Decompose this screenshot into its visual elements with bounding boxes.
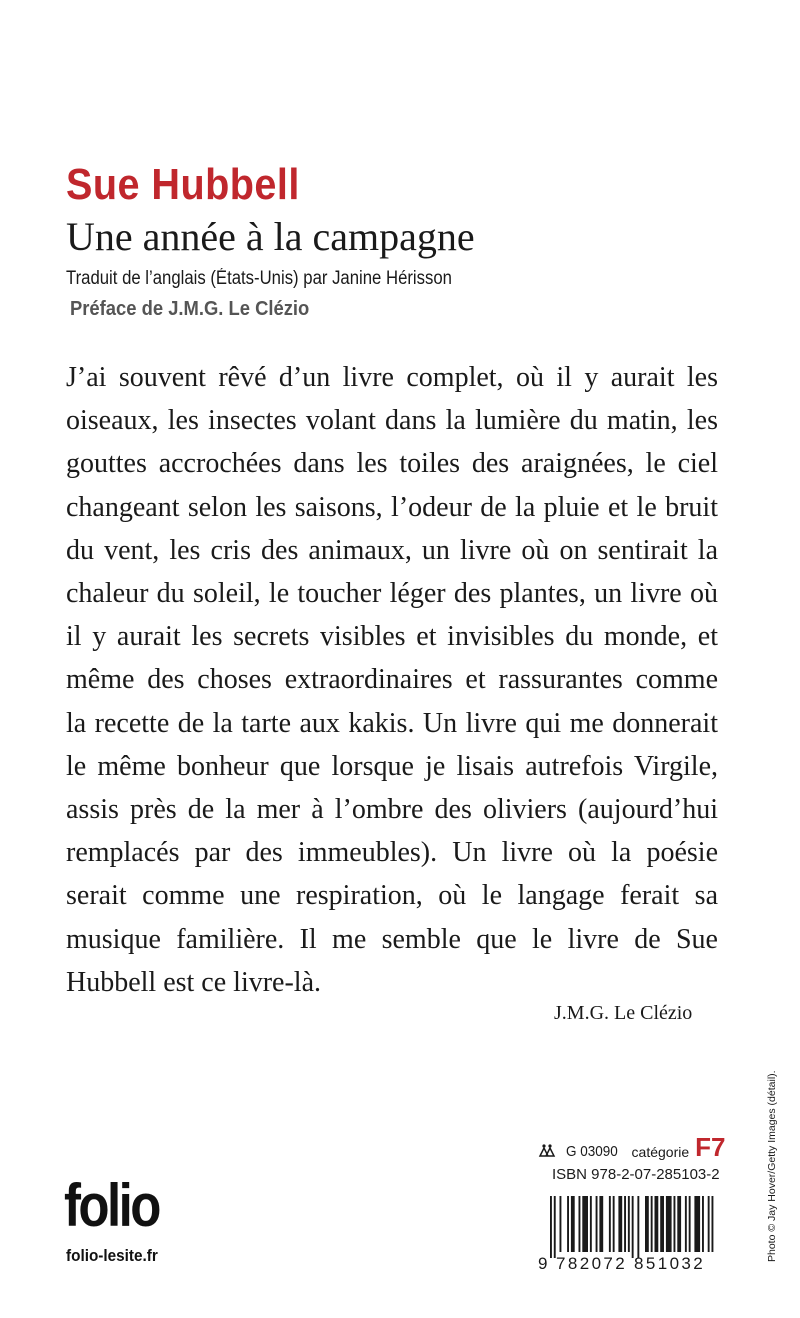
price-category: F7 bbox=[695, 1132, 726, 1162]
blurb-line: même des choses extraordinaires et rassurantes comme bbox=[66, 664, 718, 696]
barcode-bar bbox=[677, 1196, 681, 1252]
blurb-line: Hubbell est ce livre-là. bbox=[66, 966, 322, 998]
barcode-bar bbox=[550, 1196, 552, 1258]
folio-logo: folio bbox=[64, 1172, 159, 1239]
isbn: ISBN 978-2-07-285103-2 bbox=[552, 1166, 720, 1183]
barcode-bar bbox=[708, 1196, 710, 1252]
barcode-digits-left: 782072 bbox=[556, 1254, 628, 1272]
blurb-line: oiseaux, les insectes volant dans la lumière du matin, les bbox=[66, 405, 718, 437]
blurb-line: gouttes accrochées dans les toiles des araignées, le ciel bbox=[66, 448, 718, 480]
barcode-bar bbox=[554, 1196, 556, 1258]
barcode-bar bbox=[567, 1196, 569, 1252]
barcode-bar bbox=[689, 1196, 691, 1252]
barcode-bar bbox=[618, 1196, 622, 1252]
publisher-website: folio-lesite.fr bbox=[66, 1246, 158, 1265]
barcode-bar bbox=[685, 1196, 687, 1252]
blurb-line: la recette de la tarte aux kakis. Un livre qui me donnerait bbox=[66, 707, 718, 739]
blurb-line: chaleur du soleil, le toucher léger des plantes, un livre où bbox=[66, 578, 718, 610]
barcode-bar bbox=[628, 1196, 630, 1252]
barcode-bar bbox=[613, 1196, 615, 1252]
blurb-line: remplacés par des immeubles). Un livre où la poésie bbox=[66, 837, 718, 869]
barcode-bar bbox=[590, 1196, 592, 1252]
preface-credit: Préface de J.M.G. Le Clézio bbox=[70, 298, 310, 320]
barcode-bar bbox=[645, 1196, 649, 1252]
barcode-bar bbox=[702, 1196, 704, 1252]
blurb bbox=[66, 356, 718, 1004]
barcode-bar bbox=[571, 1196, 575, 1252]
barcode-bar bbox=[694, 1196, 700, 1252]
product-code: G 03090 bbox=[566, 1143, 618, 1160]
barcode-digit-prefix: 9 bbox=[538, 1254, 548, 1272]
barcode-bar bbox=[712, 1196, 714, 1252]
blurb-line: musique familière. Il me semble que le livre de Sue bbox=[66, 923, 718, 955]
blurb-line: serait comme une respiration, où le langage ferait sa bbox=[66, 880, 718, 912]
recycle-mark-icon bbox=[536, 1142, 558, 1160]
barcode-bar bbox=[674, 1196, 676, 1252]
blurb-line: du vent, les cris des animaux, un livre où on sentirait la bbox=[66, 534, 718, 566]
photo-credit: Photo © Jay Hover/Getty Images (détail). bbox=[766, 1070, 778, 1262]
blurb-line: il y aurait les secrets visibles et invisibles du monde, et bbox=[66, 621, 718, 653]
barcode-bar bbox=[609, 1196, 611, 1252]
blurb-line: le même bonheur que lorsque je lisais autrefois Virgile, bbox=[66, 750, 718, 782]
barcode-bar bbox=[637, 1196, 639, 1258]
signature: J.M.G. Le Clézio bbox=[554, 1002, 693, 1024]
barcode-bar bbox=[579, 1196, 581, 1252]
barcode-bar bbox=[666, 1196, 672, 1252]
barcode-bar bbox=[655, 1196, 659, 1252]
author-name: Sue Hubbell bbox=[66, 160, 300, 209]
barcode-bar bbox=[599, 1196, 603, 1252]
barcode-bar bbox=[596, 1196, 598, 1252]
blurb-line: changeant selon les saisons, l’odeur de la pluie et le bruit bbox=[66, 491, 718, 523]
barcode-bars bbox=[550, 1196, 713, 1258]
classification-codes bbox=[536, 1132, 725, 1160]
barcode-bar bbox=[651, 1196, 653, 1252]
barcode-bar bbox=[560, 1196, 562, 1252]
isbn-barcode bbox=[536, 1196, 718, 1272]
book-title: Une année à la campagne bbox=[66, 214, 475, 259]
translator-credit: Traduit de l’anglais (États-Unis) par Janine Hérisson bbox=[66, 268, 452, 289]
barcode-digits-right: 851032 bbox=[634, 1254, 706, 1272]
blurb-line: J’ai souvent rêvé d’un livre complet, où il y aurait les bbox=[66, 362, 718, 393]
barcode-bar bbox=[632, 1196, 634, 1258]
blurb-line: assis près de la mer à l’ombre des oliviers (aujourd’hui bbox=[66, 794, 718, 826]
barcode-bar bbox=[624, 1196, 626, 1252]
category-label: catégorie bbox=[631, 1144, 690, 1160]
barcode-bar bbox=[660, 1196, 664, 1252]
barcode-bar bbox=[582, 1196, 588, 1252]
